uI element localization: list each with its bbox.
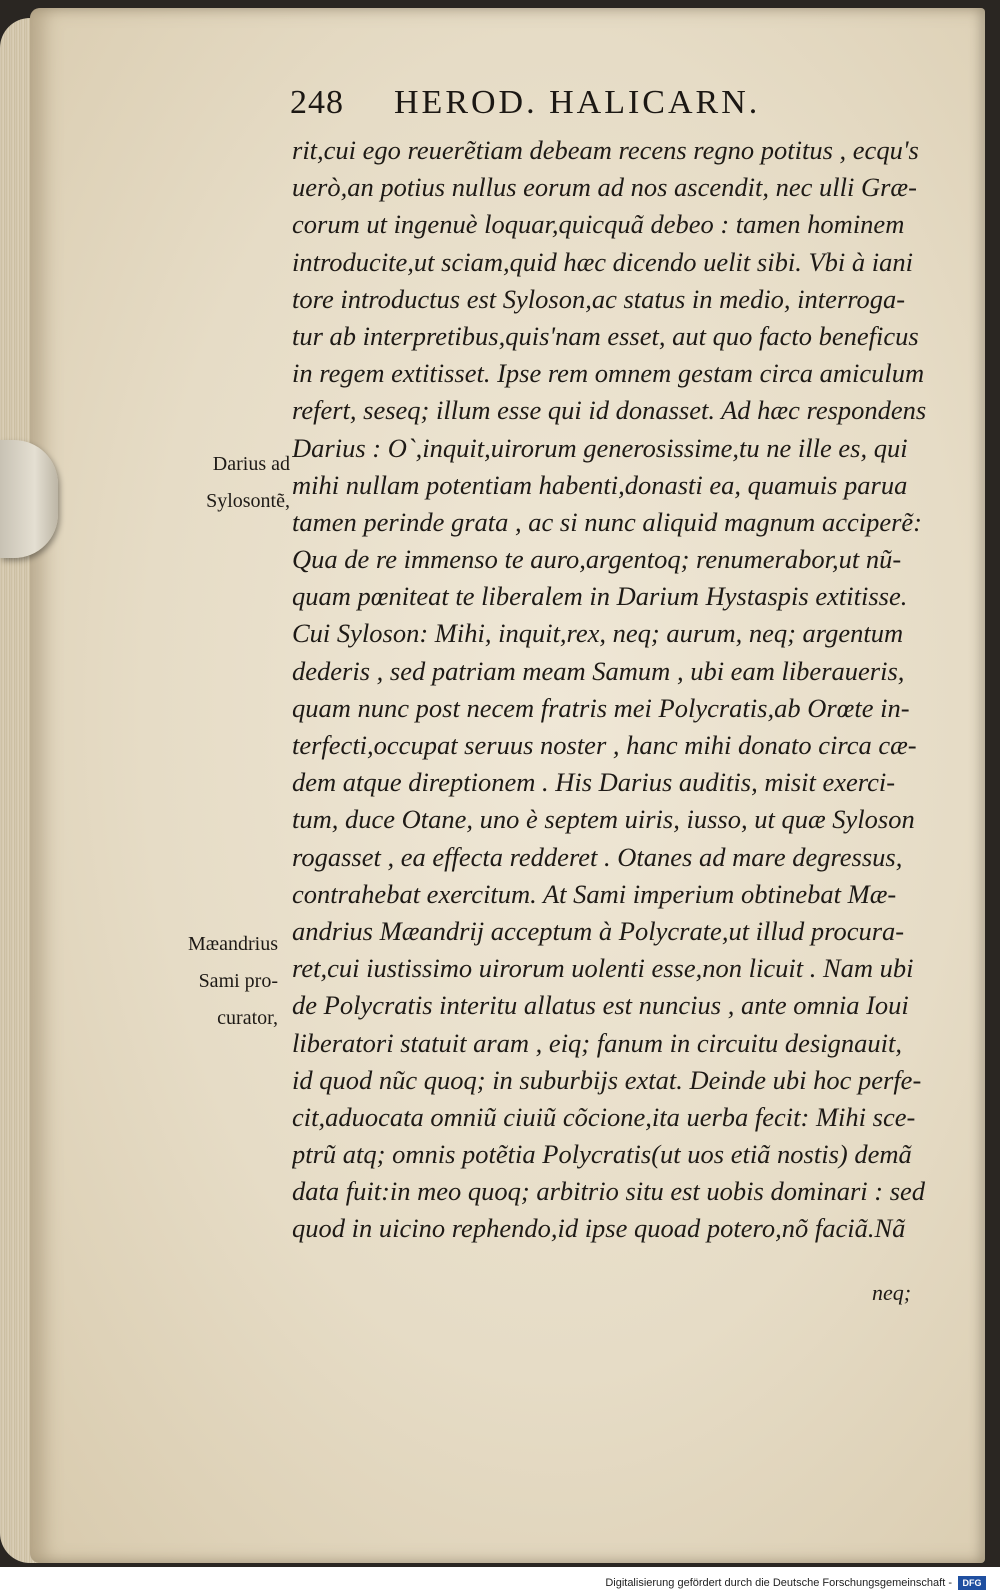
text-line: quam pœniteat te liberalem in Darium Hystaspis extitisse. (292, 581, 908, 612)
text-line: contrahebat exercitum. At Sami imperium obtinebat Mæ- (292, 878, 897, 909)
text-line: uerò,an potius nullus eorum ad nos ascendit, nec ulli Græ- (292, 172, 917, 203)
text-line: ptrũ atq; omnis potẽtia Polycratis(ut uos etiã nostis) demã (292, 1139, 912, 1170)
text-line: Darius : O`,inquit,uirorum generosissime,tu ne ille es, qui (292, 432, 908, 463)
text-line: data fuit:in meo quoq; arbitrio situ est uobis dominari : sed (292, 1176, 926, 1207)
page-number: 248 (290, 84, 344, 121)
text-line: introducite,ut sciam,quid hæc dicendo uelit sibi. Vbi à iani (292, 246, 913, 277)
marginal-note-line: Sami pro- (198, 970, 278, 992)
text-line: dem atque direptionem . His Darius auditis, misit exerci- (292, 767, 896, 798)
text-line: andrius Mæandrij acceptum à Polycrate,ut illud procura- (292, 915, 905, 946)
text-line: ret,cui iustissimo uirorum uolenti esse,non licuit . Nam ubi (292, 953, 914, 984)
marginal-note-line: curator, (217, 1007, 278, 1029)
footer-credit: Digitalisierung gefördert durch die Deutsche Forschungsgemeinschaft - (605, 1577, 952, 1589)
text-line: cit,aduocata omniũ ciuiũ cõcione,ita uerba fecit: Mihi sce- (292, 1101, 916, 1132)
marginal-note-maeandrius (98, 926, 278, 1037)
running-head (290, 84, 820, 122)
text-line: Cui Syloson: Mihi, inquit,rex, neq; aurum, neq; argentum (292, 618, 904, 649)
text-line: refert, seseq; illum esse qui id donasset. Ad hæc respondens (292, 395, 927, 426)
text-line: corum ut ingenuè loquar,quicquã debeo : tamen hominem (292, 209, 905, 240)
text-line: quam nunc post necem fratris mei Polycratis,ab Orœte in- (292, 692, 910, 723)
text-line: liberatori statuit aram , eiq; fanum in circuitu designauit, (292, 1027, 902, 1058)
body-text (292, 132, 942, 1248)
text-line: tur ab interpretibus,quis'nam esset, aut quo facto beneficus (292, 320, 919, 351)
text-line: quod in uicino rephendo,id ipse quoad potero,nõ faciã.Nã (292, 1213, 906, 1244)
text-line: rogasset , ea effecta redderet . Otanes ad mare degressus, (292, 841, 903, 872)
marginal-note-line: Mæandrius (188, 933, 278, 955)
dfg-logo: DFG (958, 1576, 986, 1590)
footer-bar (0, 1567, 1000, 1595)
text-line: id quod nũc quoq; in suburbijs extat. Deinde ubi hoc perfe- (292, 1064, 922, 1095)
running-title: HEROD. HALICARN. (394, 84, 761, 121)
marginal-note-line: Darius ad (212, 453, 290, 475)
text-line: tore introductus est Syloson,ac status in medio, interroga- (292, 283, 906, 314)
text-line: de Polycratis interitu allatus est nuncius , ante omnia Ioui (292, 990, 909, 1021)
text-line: tamen perinde grata , ac si nunc aliquid magnum acciperẽ: (292, 506, 922, 537)
text-line: in regem extitisset. Ipse rem omnem gestam circa amiculum (292, 358, 925, 389)
text-line: mihi nullam potentiam habenti,donasti ea, quamuis parua (292, 469, 908, 500)
text-line: terfecti,occupat seruus noster , hanc mihi donato circa cæ- (292, 730, 917, 760)
marginal-note-line: Sylosontẽ, (206, 490, 290, 512)
text-line: rit,cui ego reuerẽtiam debeam recens regno potitus , ecqu's (292, 135, 919, 165)
text-line: dederis , sed patriam meam Samum , ubi eam liberaueris, (292, 655, 905, 686)
text-line: tum, duce Otane, uno è septem uiris, iusso, ut quæ Syloson (292, 804, 915, 835)
marginal-note-darius (110, 446, 290, 520)
catchword: neq; (872, 1280, 912, 1305)
text-line: Qua de re immenso te auro,argentoq; renumerabor,ut nũ- (292, 544, 902, 575)
